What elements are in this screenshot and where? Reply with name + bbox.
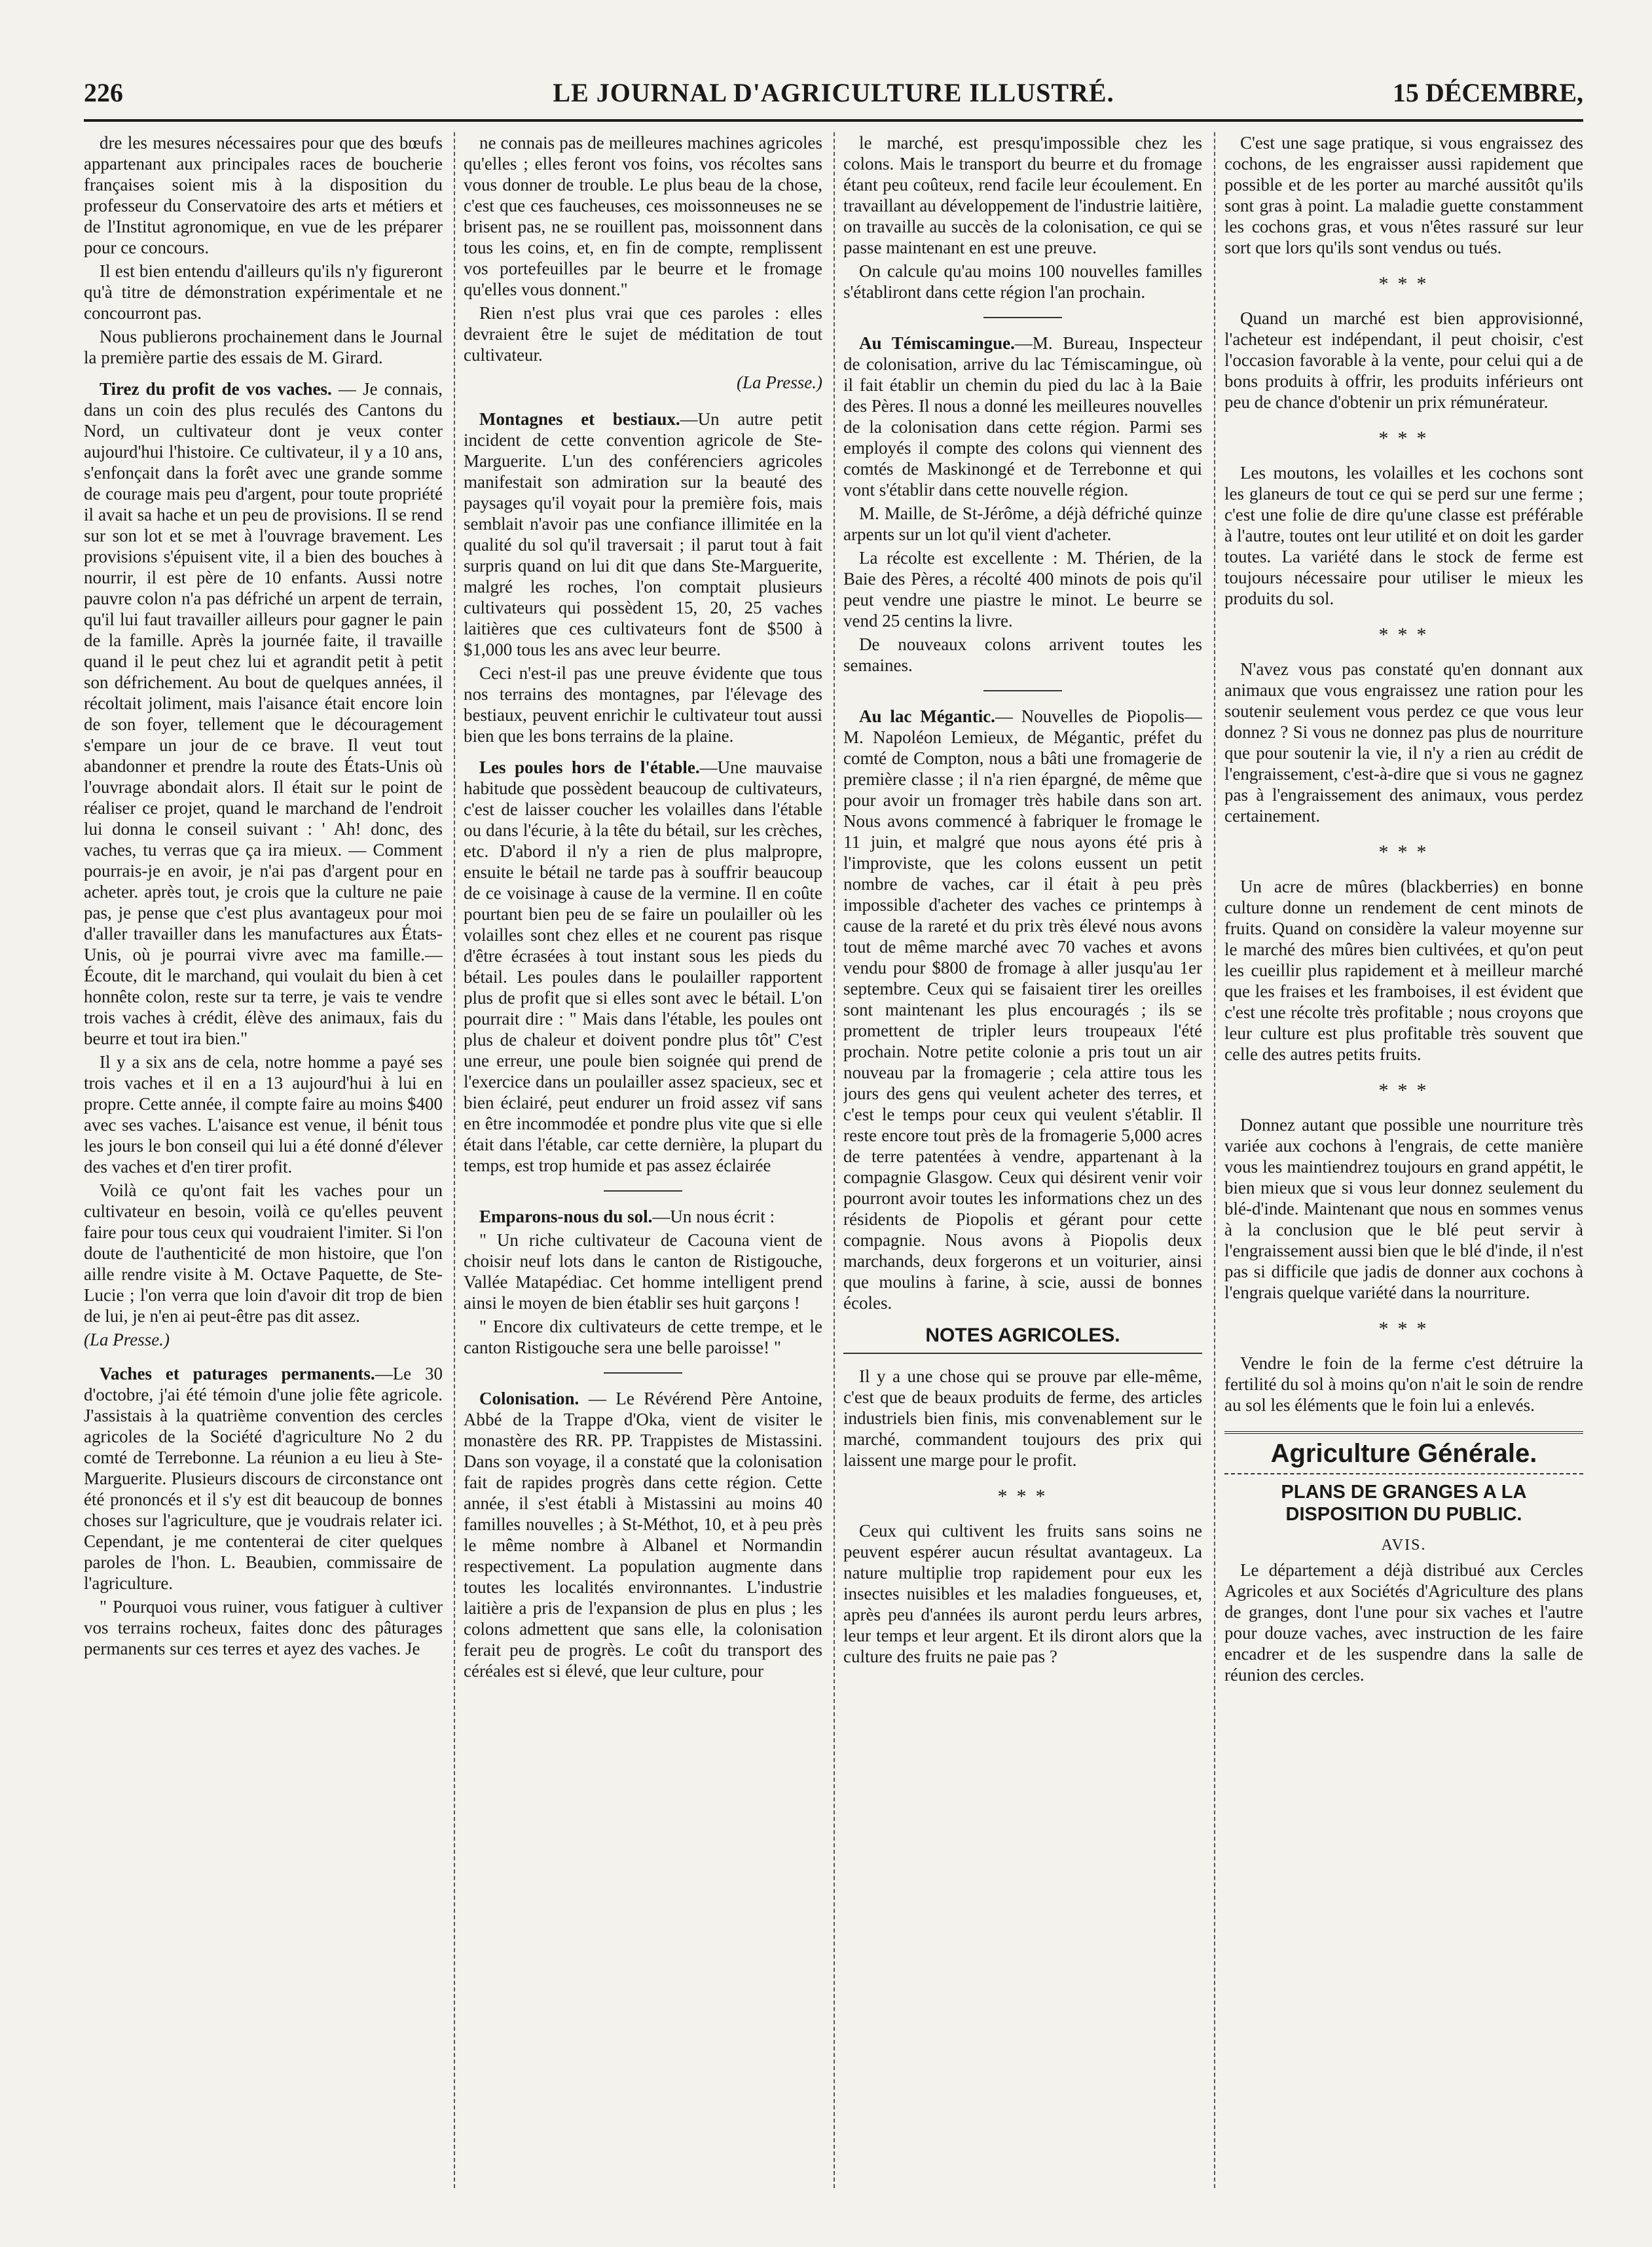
paragraph: M. Maille, de St-Jérôme, a déjà défriché quinze arpents sur un lot qu'il vient d'acheter. <box>843 503 1202 544</box>
paragraph: Le département a déjà distribué aux Cercles Agricoles et aux Sociétés d'Agriculture des plans de granges, dont l'une pour six vaches et l'autre pour douze vaches, avec instruction de les faire encadrer et de les suspendre dans la salle de réunion des cercles. <box>1224 1560 1583 1685</box>
article-heading: Au Témiscamingue. <box>859 333 1015 353</box>
paragraph: N'avez vous pas constaté qu'en donnant aux animaux que vous engraissez une ration pour les soutenir seulement vous perdez ce que vous leur donnez ? Si vous ne donnez pas plus de nourriture que pour soutenir la vie, il n'y a rien au crédit de l'engraissement, c'est-à-dire que si vous ne gagnez pas à l'engraissement des animaux, vous perdez certainement. <box>1224 659 1583 826</box>
paragraph: " Pourquoi vous ruiner, vous fatiguer à cultiver vos terrains rocheux, faites donc des pâturages permanents sur ces terres et ayez des vaches. Je <box>84 1597 443 1658</box>
paragraph: dre les mesures nécessaires pour que des bœufs appartenant aux principales races de boucherie françaises soient mis à la disposition du professeur du Conservatoire des arts et métiers et de l'Institut agronomique, en vue de les préparer pour ce concours. <box>84 133 443 257</box>
newspaper-page <box>84 73 1583 2195</box>
column-4 <box>1224 132 1583 2188</box>
article-body: — Nouvelles de Piopolis—M. Napoléon Lemieux, de Mégantic, préfet du comté de Compton, nous a bâti une fromagerie de première classe ; il n'a rien épargné, de même que pour avoir un fromager très habile dans son art. Nous avons commencé à fabriquer le fromage le 11 juin, et malgré que nous ayons été pris à l'improviste, que les colons eussent un petit nombre de vaches, car il était à peu près impossible d'acheter des vaches ce printemps à cause de la rareté et du prix très élevé nous avons tout de même marché avec 70 vaches et avons vendu pour $800 de fromage à aller jusqu'au 1er septembre. Ceux qui se faisaient tirer les oreilles sont maintenant les plus encouragés ; ils se promettent de tripler leurs troupeaux l'été prochain. Notre petite colonie a pris tout un air nouveau par la fromagerie ; cela attire tous les jours des gens qui veulent acheter des terres, et c'est le temps pour ceux qui veulent s'établir. Il reste encore tout près de la fromagerie 5,000 acres de terre patentées à vendre, appartenant à la compagnie Glasgow. Ceux qui désirent venir voir pourront avoir toutes les informations chez un des résidents de Piopolis et gérant pour cette compagnie. Nous avons à Piopolis deux marchands, deux forgerons et un voiturier, ainsi que moulins à farine, à scie, aussi de bonnes écoles. <box>843 706 1202 1313</box>
article-paturages <box>84 1363 443 1659</box>
star-ornament: * * * <box>997 1486 1048 1507</box>
separator <box>983 317 1062 318</box>
article-heading: Vaches et paturages permanents. <box>100 1364 375 1383</box>
notes-section-title: NOTES AGRICOLES. <box>843 1325 1202 1354</box>
article-heading: Montagnes et bestiaux. <box>479 409 680 429</box>
article-megantic <box>843 706 1202 1313</box>
subsection-title: PLANS DE GRANGES A LA DISPOSITION DU PUBLIC. <box>1224 1473 1583 1525</box>
star-ornament: * * * <box>1378 624 1429 646</box>
issue-date: 15 DÉCEMBRE, <box>1392 78 1583 107</box>
paragraph: On calcule qu'au moins 100 nouvelles familles s'établiront dans cette région l'an prochain. <box>843 261 1202 302</box>
paragraph: Il est bien entendu d'ailleurs qu'ils n'y figureront qu'à titre de démonstration expérimentale et ne concourront pas. <box>84 261 443 323</box>
column-divider <box>834 132 835 2188</box>
star-ornament: * * * <box>1378 428 1429 449</box>
star-ornament: * * * <box>1378 273 1429 295</box>
article-sol <box>464 1206 822 1358</box>
separator <box>983 690 1062 691</box>
page-number: 226 <box>84 78 123 107</box>
paragraph: " Un riche cultivateur de Cacouna vient de choisir neuf lots dans le canton de Ristigouche, Vallée Matapédiac. Cet homme intelligent prend ainsi le moyen de bien établir ses huit garçons ! <box>464 1230 822 1313</box>
paragraph: Voilà ce qu'ont fait les vaches pour un cultivateur en besoin, voilà ce qu'elles peuvent faire pour tous ceux qui voudraient l'imiter. Si l'on doute de l'authenticité de mon histoire, que l'on aille rendre visite à M. Octave Paquette, de Ste-Lucie ; l'on verra que loin d'avoir dit trop de bien de lui, je n'en ai peut-être pas dit assez. <box>84 1180 443 1326</box>
notice-label: AVIS. <box>1381 1537 1427 1554</box>
article-body: —Le 30 d'octobre, j'ai été témoin d'une jolie fête agricole. J'assistais à la quatrième convention des cercles agricoles de la Société d'agriculture No 2 du comté de Terrebonne. La réunion a eu lieu à Ste-Marguerite. Plusieurs discours de circonstance ont été prononcés et il s'y est dit beaucoup de bonnes choses sur l'agriculture, que je voudrais relater ici. Cependant, je me contenterai de citer quelques paroles de l'hon. L. Beaubien, commissaire de l'agriculture. <box>84 1364 443 1593</box>
article-body: —Un autre petit incident de cette convention agricole de Ste-Marguerite. L'un des conférenciers agricoles manifestait son admiration sur la beauté des paysages qu'il voyait pour la première fois, mais semblait n'avoir pas une confiance illimitée en la qualité du sol qu'il traversait ; il parut tout à fait surpris quand on lui dit que dans Ste-Marguerite, malgré les roches, l'on comptait plusieurs cultivateurs qui possèdent 15, 20, 25 vaches laitières que ces cultivateurs font de $500 à $1,000 tous les ans avec leur beurre. <box>464 409 822 659</box>
journal-title: LE JOURNAL D'AGRICULTURE ILLUSTRÉ. <box>553 78 1114 107</box>
star-ornament: * * * <box>1378 1318 1429 1340</box>
article-montagnes <box>464 409 822 746</box>
article-heading: Colonisation. <box>479 1389 579 1408</box>
column-3 <box>843 132 1202 2188</box>
paragraph: C'est une sage pratique, si vous engraissez des cochons, de les engraisser aussi rapidement que possible et de les porter au marché aussitôt qu'ils sont gras à point. La maladie guette constamment les cochons gras, et vous n'êtes rassuré sur leur sort que lors qu'ils sont vendus ou tués. <box>1224 133 1583 257</box>
article-body: —Un nous écrit : <box>652 1207 775 1226</box>
article-body: — Je connais, dans un coin des plus reculés des Cantons du Nord, un cultivateur dont je veux conter aujourd'hui l'histoire. Ce cultivateur, il y a 10 ans, s'enfonçait dans la forêt avec une grande somme de courage mais peu d'argent, pour toute propriété il avait sa hache et un peu de provisions. Il se rend sur son lot et se met à l'ouvrage bravement. Les provisions s'épuisent vite, il a bien des bouches à nourrir, il est père de 10 enfants. Aussi notre pauvre colon n'a pas défriché un arpent de terrain, qu'il lui faut travailler ailleurs pour gagner le pain de la famille. Après la journée faite, il travaille quand il le peut chez lui et agrandit petit à petit son défrichement. Au bout de quelques années, il récoltait joliment, mais l'aisance était encore loin de son foyer, tellement que le découragement s'empare un jour de ce brave. Il veut tout abandonner et prendre la route des États-Unis où l'ouvrage abondait alors. Il était sur le point de réaliser ce projet, quand le marchand de l'endroit lui donna le conseil suivant : ' Ah! donc, des vaches, tu verras que ça ira mieux. — Comment pourrais-je en avoir, je n'ai pas d'argent pour en acheter. après tout, je crois que la culture ne paie pas, je pense que c'est plus avantageux pour moi d'aller travailler dans les manufactures aux États-Unis, où je pourrai vivre avec ma famille.— Écoute, dit le marchand, qui voulait du bien à cet honnête colon, reste sur ta terre, je vais te vendre trois vaches à crédit, élève des animaux, fais du beurre et tout ira bien." <box>84 379 443 1048</box>
paragraph: La récolte est excellente : M. Thérien, de la Baie des Pères, a récolté 400 minots de pois qu'il peut vendre une piastre le minot. Le beurre se vend 25 centins la livre. <box>843 548 1202 630</box>
star-ornament: * * * <box>1378 841 1429 863</box>
paragraph: Nous publierons prochainement dans le Journal la première partie des essais de M. Girard. <box>84 327 443 367</box>
paragraph: Les moutons, les volailles et les cochons sont les glaneurs de tout ce qui se perd sur une ferme ; c'est une folie de dire qu'une classe est préférable à l'autre, toutes ont leur utilité et on doit les garder toutes. La variété dans le stock de ferme est toujours nécessaire pour utiliser le mieux les produits du sol. <box>1224 463 1583 608</box>
separator <box>604 1372 682 1374</box>
article-heading: Emparons-nous du sol. <box>479 1207 653 1226</box>
article-temiscamingue <box>843 333 1202 676</box>
paragraph: Il y a six ans de cela, notre homme a payé ses trois vaches et il en a 13 aujourd'hui à lui en propre. Cette année, il compte faire au moins $400 avec ses vaches. L'aisance est venue, il bénit tous les jours le bon conseil qui lui a été donné d'élever des vaches et d'en tirer profit. <box>84 1052 443 1177</box>
paragraph: Donnez autant que possible une nourriture très variée aux cochons à l'engrais, de cette manière vous les maintiendrez toujours en grand appétit, le bien mieux que si vous leur donnez seulement du blé-d'inde. Maintenant que nous en sommes venus à la conclusion que le blé peut servir à l'engraissement aussi bien que le blé d'inde, il n'est pas si difficile que jadis de donner aux cochons à l'engrais quelque variété dans la nourriture. <box>1224 1115 1583 1302</box>
source-credit: (La Presse.) <box>84 1330 170 1349</box>
article-colonisation <box>464 1388 822 1681</box>
column-2 <box>464 132 822 2188</box>
column-divider <box>1214 132 1215 2188</box>
section-title: Agriculture Générale. <box>1224 1431 1583 1464</box>
column-1 <box>84 132 443 2188</box>
article-heading: Au lac Mégantic. <box>859 706 995 726</box>
article-body: —M. Bureau, Inspecteur de colonisation, arrive du lac Témiscamingue, où il fait établir un chemin du pied du lac à la Baie des Pères. Il nous a donné les meilleures nouvelles de la colonisation dans cette région. Parmi ses employés il compte des colons qui viennent des comtés de Maskinongé et de Terrebonne et qui vont s'établir dans cette nouvelle région. <box>843 333 1202 500</box>
source-credit: (La Presse.) <box>737 373 822 392</box>
page-header <box>84 73 1583 122</box>
columns <box>84 132 1583 2188</box>
star-ornament: * * * <box>1378 1080 1429 1101</box>
article-heading: Les poules hors de l'étable. <box>479 758 700 777</box>
paragraph: Vendre le foin de la ferme c'est détruire la fertilité du sol à moins qu'on n'ait le soin de rendre au sol les éléments que le foin lui a enlevés. <box>1224 1353 1583 1415</box>
article-poules <box>464 757 822 1176</box>
paragraph: De nouveaux colons arrivent toutes les semaines. <box>843 634 1202 675</box>
article-body: —Une mauvaise habitude que possèdent beaucoup de cultivateurs, c'est de laisser coucher les volailles dans l'étable ou dans l'écurie, à la tête du bétail, sur les crèches, etc. D'abord il n'y a rien de plus malpropre, ensuite le bétail ne tarde pas à souffrir beaucoup de ce voisinage à cause de la vermine. Il en coûte pourtant bien peu de se faire un poulailler où les volailles sont chez elles et ne courent pas risque d'être écrasées à tout instant sous les pieds du bétail. Les poules dans le poulailler rapportent plus de profit que si elles sont avec le bétail. L'on pourrait dire : " Mais dans l'étable, les poules ont plus de chaleur et doivent pondre plus tôt" C'est une erreur, une poule bien soignée qui prend de l'exercice dans un poulailler assez spacieux, sec et bien éclairé, peut endurer un froid assez vif sans en être incommodée et pondre plus vite que si elle était dans l'étable, car cette dernière, la plupart du temps, est trop humide et pas assez éclairée <box>464 758 822 1175</box>
paragraph: Quand un marché est bien approvisionné, l'acheteur est indépendant, il peut choisir, c'est l'occasion favorable à la vente, pour celui qui a de bons produits à offrir, les produits inférieurs ont peu de chance d'obtenir un prix rémunérateur. <box>1224 308 1583 412</box>
paragraph: Ceux qui cultivent les fruits sans soins ne peuvent espérer aucun résultat avantageux. La nature multiplie trop rapidement pour eux les insectes nuisibles et les maladies fongueuses, et, après peu d'années ils auront perdu leurs arbres, leur temps et leur argent. Et ils diront alors que la culture des fruits ne paie pas ? <box>843 1521 1202 1666</box>
paragraph: le marché, est presqu'impossible chez les colons. Mais le transport du beurre et du fromage étant peu coûteux, rend facile leur écoulement. En travaillant au développement de l'industrie laitière, on travaille au succès de la colonisation, ce qui se passe maintenant en est une preuve. <box>843 133 1202 257</box>
paragraph: " Encore dix cultivateurs de cette trempe, et le canton Ristigouche sera une belle paroisse! " <box>464 1317 822 1357</box>
paragraph: Rien n'est plus vrai que ces paroles : elles devraient être le sujet de méditation de tout cultivateur. <box>464 303 822 365</box>
column-divider <box>454 132 455 2188</box>
article-heading: Tirez du profit de vos vaches. <box>100 379 332 399</box>
article-body: — Le Révérend Père Antoine, Abbé de la Trappe d'Oka, vient de visiter le monastère des RR. PP. Trappistes de Mistassini. Dans son voyage, il a constaté que la colonisation fait de rapides progrès dans cette région. Cette année, il s'est établi à Mistassini au moins 40 familles nouvelles ; à St-Méthot, 10, et à peu près le même nombre à Albanel et Normandin respectivement. La population augmente dans toutes les localités environnantes. L'industrie laitière a pris de l'expansion de plus en plus ; les colons admettent que sans elle, la colonisation ferait peu de progrès. Le coût du transport des céréales est si élevé, que leur culture, pour <box>464 1389 822 1681</box>
paragraph: Il y a une chose qui se prouve par elle-même, c'est que de beaux produits de ferme, des articles industriels bien finis, mis convenablement sur le marché, commandent toujours des prix qui laissent une marge pour le profit. <box>843 1366 1202 1470</box>
paragraph: Ceci n'est-il pas une preuve évidente que tous nos terrains des montagnes, par l'élevage des bestiaux, peuvent enrichir le cultivateur tout aussi bien que les bons terrains de la plaine. <box>464 663 822 746</box>
paragraph: ne connais pas de meilleures machines agricoles qu'elles ; elles feront vos foins, vos récoltes sans vous donner de trouble. Le plus beau de la chose, c'est que ces faucheuses, ces moissonneuses ne se brisent pas, ne se rouillent pas, moissonnent dans tous les coins, et, en fin de compte, remplissent vos portefeuilles par le beurre et le fromage qu'elles vous donnent." <box>464 133 822 299</box>
article-vaches-profit <box>84 378 443 1350</box>
separator <box>604 1190 682 1192</box>
paragraph: Un acre de mûres (blackberries) en bonne culture donne un rendement de cent minots de fruits. Quand on considère la valeur moyenne sur le marché des mûres bien cultivées, et qu'on peut les cueillir plus rapidement et à meilleur marché que les fraises et les framboises, il est évident que c'est une récolte très profitable ; nous croyons que leur culture est plus profitable très souvent que celle des autres petits fruits. <box>1224 877 1583 1064</box>
